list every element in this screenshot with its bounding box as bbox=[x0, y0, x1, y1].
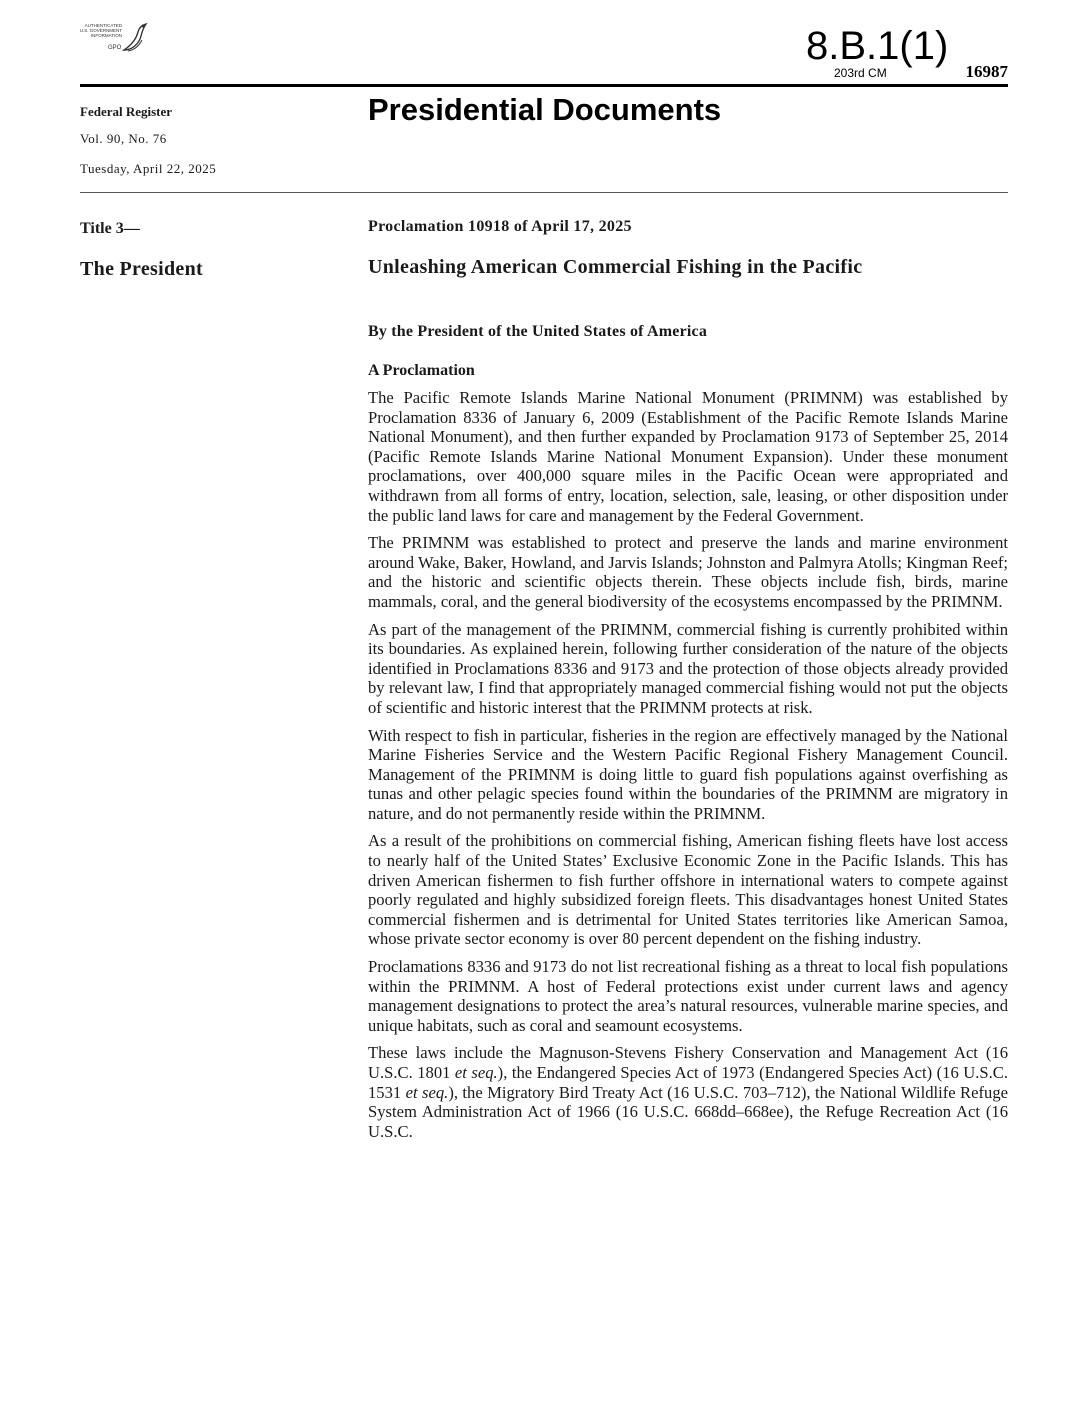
body-paragraph: The Pacific Remote Islands Marine National Monument (PRIMNM) was established by Proclamation 8336 of January 6, 2009 (Establishment of the Pacific Remote Islands Marine National Monument), and then further expanded by Proclamation 9173 of September 25, 2014 (Pacific Remote Islands Marine National Monument Expansion). Under these monument proclamations, over 400,000 square miles in the Pacific Ocean were appropriated and withdrawn from all forms of entry, location, selection, sale, leasing, or other disposition under the public land laws for care and management by the Federal Government. bbox=[368, 388, 1008, 525]
document-stamp-sub: 203rd CM bbox=[834, 66, 887, 80]
text-run: ), the Migratory Bird Treaty Act (16 U.S.C. 703–712), the National Wildlife Refuge System Administration Act of 1966 (16 U.S.C. 668dd–668ee), the Refuge Recreation Act (16 U.S.C. bbox=[368, 1082, 1008, 1141]
proclamation-body bbox=[368, 388, 1008, 1149]
document-stamp-code: 8.B.1(1) bbox=[806, 24, 949, 68]
section-rule bbox=[80, 192, 1008, 193]
body-paragraph: Proclamations 8336 and 9173 do not list recreational fishing as a threat to local fish populations within the PRIMNM. A host of Federal protections exist under current laws and agency management designations to protect the area’s natural resources, vulnerable marine species, and unique habitats, such as coral and seamount ecosystems. bbox=[368, 957, 1008, 1035]
italic-run: et seq. bbox=[454, 1063, 498, 1082]
body-paragraph: As part of the management of the PRIMNM, commercial fishing is currently prohibited within its boundaries. As explained herein, following further consideration of the nature of the objects identified in Proclamations 8336 and 9173 and the protection of those objects already provided by relevant law, I find that appropriately managed commercial fishing would not put the objects of scientific and historic interest that the PRIMNM protects at risk. bbox=[368, 619, 1008, 717]
text-run: These laws include the Magnuson-Stevens Fishery Conservation and Management Act (16 U.S.C. 1801 bbox=[368, 1043, 1008, 1082]
president-label: The President bbox=[80, 258, 203, 280]
logo-text bbox=[72, 23, 122, 38]
register-date: Tuesday, April 22, 2025 bbox=[80, 161, 217, 176]
logo-line-2: U.S. GOVERNMENT bbox=[79, 28, 122, 33]
logo-gpo-mark: GPO bbox=[108, 45, 122, 51]
title-label: Title 3— bbox=[80, 220, 140, 237]
logo-line-3: INFORMATION bbox=[90, 33, 122, 38]
section-title: Presidential Documents bbox=[368, 92, 722, 127]
eagle-icon bbox=[120, 20, 148, 56]
register-volume: Vol. 90, No. 76 bbox=[80, 131, 167, 146]
body-paragraph: The PRIMNM was established to protect and preserve the lands and marine environment around Wake, Baker, Howland, and Jarvis Islands; Johnston and Palmyra Atolls; Kingman Reef; and the historic and scientific objects therein. These objects include fish, birds, marine mammals, coral, and the general biodiversity of the ecosystems encompassed by the PRIMNM. bbox=[368, 533, 1008, 611]
page-number: 16987 bbox=[965, 62, 1008, 81]
proclamation-heading: A Proclamation bbox=[368, 362, 475, 379]
register-name: Federal Register bbox=[80, 104, 173, 119]
proclamation-title: Unleashing American Commercial Fishing in the Pacific bbox=[368, 256, 863, 278]
logo-line-1: AUTHENTICATED bbox=[84, 23, 122, 28]
italic-run: et seq. bbox=[405, 1082, 449, 1102]
text-run: ), the Endangered Species Act of 1973 (Endangered Species Act) (16 U.S.C. 1531 bbox=[368, 1063, 1008, 1102]
proclamation-number: Proclamation 10918 of April 17, 2025 bbox=[368, 218, 632, 235]
by-line: By the President of the United States of America bbox=[368, 323, 708, 340]
body-paragraph: As a result of the prohibitions on commercial fishing, American fishing fleets have lost access to nearly half of the United States’ Exclusive Economic Zone in the Pacific Islands. This has driven American fishermen to fish further offshore in international waters to compete against poorly regulated and highly subsidized foreign fleets. This disadvantages honest United States commercial fishermen and is detrimental for United States territories like American Samoa, whose private sector economy is over 80 percent dependent on the fishing industry. bbox=[368, 831, 1008, 949]
body-paragraph: With respect to fish in particular, fisheries in the region are effectively managed by the National Marine Fisheries Service and the Western Pacific Regional Fishery Management Council. Management of the PRIMNM is doing little to guard fish populations against overfishing as tunas and other pelagic species found within the boundaries of the PRIMNM are migratory in nature, and do not permanently reside within the PRIMNM. bbox=[368, 725, 1008, 823]
body-paragraph-last bbox=[368, 1043, 1008, 1141]
gpo-authentication-logo bbox=[72, 20, 152, 60]
header-rule bbox=[80, 84, 1008, 87]
